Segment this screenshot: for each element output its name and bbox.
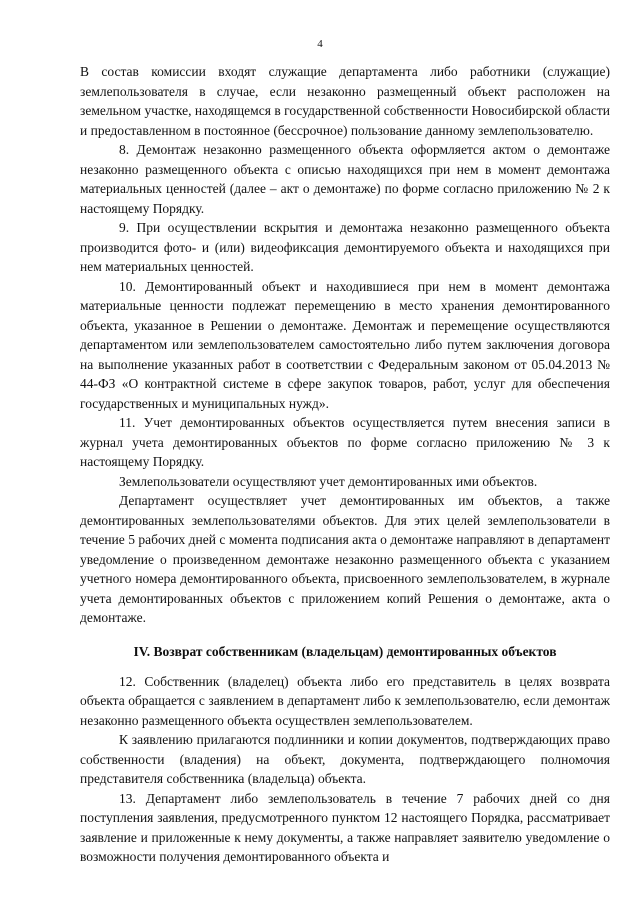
- paragraph-department-accounting: Департамент осуществляет учет демонтированных им объектов, а также демонтированных землепользователями объектов. Для этих целей землепользователи в течение 5 рабочих дней с момента подписания акта о демонтаже направляют в департамент уведомление о произведенном демонтаже незаконно размещенного объекта с указанием учетного номера демонтированного объекта, присвоенного землепользователем, в журнале учета демонтированных объектов с приложением копий Решения о демонтаже, акта о демонтаже.: [80, 493, 610, 625]
- document-body: [80, 62, 610, 867]
- section-heading: IV. Возврат собственникам (владельцам) демонтированных объектов: [133, 643, 557, 659]
- page-number: 4: [317, 38, 323, 50]
- paragraph-item-10: 10. Демонтированный объект и находившиеся при нем в момент демонтажа материальные ценности подлежат перемещению в место хранения демонтированного объекта, указанное в Решении о демонтаже. Демонтаж и перемещение осуществляются департаментом или землепользователем самостоятельно либо путем заключения договора на выполнение указанных работ в соответствии с Федеральным законом от 05.04.2013 № 44-ФЗ «О контрактной системе в сфере закупок товаров, работ, услуг для обеспечения государственных и муниципальных нужд».: [80, 278, 610, 411]
- paragraph-commission-composition: В состав комиссии входят служащие департамента либо работники (служащие) землепользователя в случае, если незаконно размещенный объект расположен на земельном участке, находящемся в государственной собственности Новосибирской области и предоставленном в постоянное (бессрочное) пользование данному землепользователю.: [80, 64, 610, 138]
- paragraph-item-13: 13. Департамент либо землепользователь в течение 7 рабочих дней со дня поступления заявления, предусмотренного пунктом 12 настоящего Порядка, рассматривает заявление и приложенные к нему документы, а также направляет заявителю уведомление о возможности получения демонтированного объекта и: [80, 790, 610, 864]
- paragraph-item-9: 9. При осуществлении вскрытия и демонтажа незаконно размещенного объекта производится фото- и (или) видеофиксация демонтируемого объекта и находящихся при нем материальных ценностей.: [80, 220, 610, 274]
- paragraph-attachments: К заявлению прилагаются подлинники и копии документов, подтверждающих право собственности (владения) на объект, документа, подтверждающего полномочия представителя собственника (владельца) объекта.: [80, 732, 610, 786]
- paragraph-item-11: 11. Учет демонтированных объектов осуществляется путем внесения записи в журнал учета демонтированных объектов по форме согласно приложению № 3 к настоящему Порядку.: [80, 415, 610, 469]
- paragraph-item-12: 12. Собственник (владелец) объекта либо его представитель в целях возврата объекта обращается с заявлением в департамент либо к землепользователю, если демонтаж незаконно размещенного объекта осуществлен землепользователем.: [80, 673, 610, 728]
- paragraph-item-8: 8. Демонтаж незаконно размещенного объекта оформляется актом о демонтаже незаконно размещенного объекта с описью находящихся при нем в момент демонтажа материальных ценностей (далее – акт о демонтаже) по форме согласно приложению № 2 к настоящему Порядку.: [80, 142, 610, 216]
- paragraph-landusers-accounting: Землепользователи осуществляют учет демонтированных ими объектов.: [119, 473, 538, 489]
